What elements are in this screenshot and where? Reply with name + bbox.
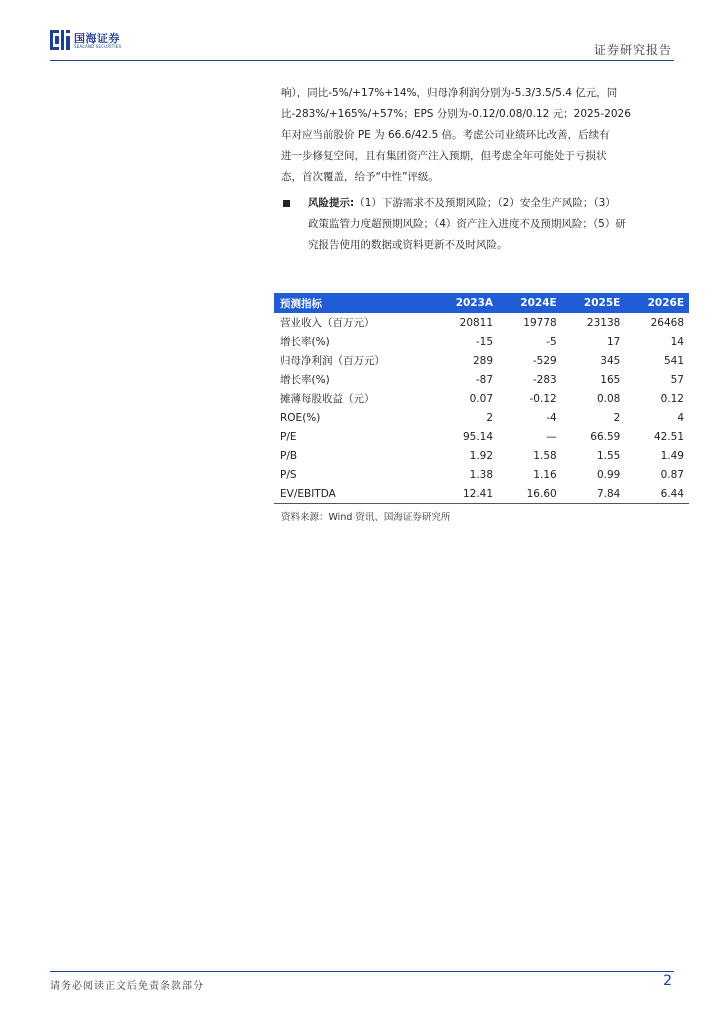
table-cell: 1.16 [533, 468, 557, 481]
table-cell: 2 [486, 411, 494, 424]
logo-name: 国海证券 [74, 32, 120, 45]
row-label: 归母净利润（百万元） [280, 355, 385, 367]
table-cell: 95.14 [462, 430, 494, 443]
table-row [274, 465, 689, 484]
table-row [274, 427, 689, 446]
table-cell: 20811 [459, 316, 494, 329]
table-cell: 26468 [650, 316, 684, 329]
table-cell: -87 [475, 373, 494, 386]
footer-divider [50, 971, 674, 972]
table-cell: 0.12 [660, 392, 684, 405]
table-cell: 345 [600, 354, 621, 367]
table-cell: 1.49 [660, 449, 684, 462]
table-cell: -0.12 [529, 392, 557, 405]
table-cell: 19778 [523, 316, 557, 329]
table-cell: 17 [606, 335, 621, 348]
risk-warning [281, 193, 685, 256]
row-label: ROE(%) [280, 411, 321, 424]
table-cell: 23138 [586, 316, 621, 329]
row-label: P/B [280, 449, 298, 462]
table-header-cell: 2023A [433, 293, 498, 313]
sealand-securities-logo [50, 30, 132, 52]
table-cell: 6.44 [625, 484, 689, 504]
risk-line: 究报告使用的数据或资料更新不及时风险。 [308, 239, 508, 251]
page-number: 2 [663, 973, 672, 989]
table-cell: 4 [677, 411, 684, 424]
table-cell: 42.51 [653, 430, 684, 443]
table-cell: — [546, 430, 557, 443]
table-row [274, 389, 689, 408]
row-label: 增长率(%) [280, 336, 330, 348]
table-cell: -5 [546, 335, 557, 348]
paragraph-line: 年对应当前股价 PE 为 66.6/42.5 倍。考虑公司业绩环比改善，后续有 [281, 129, 610, 141]
row-label: 摊薄每股收益（元） [280, 393, 375, 405]
row-label: P/E [280, 430, 297, 443]
paragraph-line: 比-283%/+165%/+57%；EPS 分别为-0.12/0.08/0.12 元；2025-2026 [281, 108, 631, 120]
table-row [274, 313, 689, 332]
risk-line: 政策监管力度超预期风险；（4）资产注入进度不及预期风险；（5）研 [308, 218, 626, 230]
table-cell: 0.99 [596, 468, 621, 481]
risk-line [281, 193, 685, 214]
table-cell: 2 [613, 411, 621, 424]
paragraph-line: 响），同比-5%/+17%+14%，归母净利润分别为-5.3/3.5/5.4 亿元，同 [281, 87, 618, 99]
logo-english-name: SEALAND SECURITIES [74, 44, 122, 49]
table-cell: -529 [532, 354, 557, 367]
table-body [274, 313, 689, 504]
table-cell: -283 [532, 373, 557, 386]
row-label: 营业收入（百万元） [280, 317, 375, 329]
table-cell: -15 [475, 335, 494, 348]
table-cell: -4 [546, 411, 557, 424]
table-row [274, 351, 689, 370]
logo-mark-icon [50, 30, 70, 50]
table-cell: 289 [473, 354, 494, 367]
table-cell: 165 [600, 373, 621, 386]
table-cell: 1.58 [533, 449, 557, 462]
table-cell: 16.60 [498, 484, 562, 504]
row-label: P/S [280, 468, 297, 481]
row-label: 增长率(%) [280, 374, 330, 386]
table-header-cell: 2025E [562, 293, 626, 313]
row-label: EV/EBITDA [274, 484, 433, 504]
risk-title: 风险提示: [308, 197, 355, 209]
table-row [274, 484, 689, 504]
table-header-cell: 2026E [625, 293, 689, 313]
table-cell: 1.92 [469, 449, 494, 462]
table-row [274, 370, 689, 389]
rating-paragraph [281, 83, 685, 188]
table-cell: 0.87 [660, 468, 684, 481]
table-cell: 57 [670, 373, 684, 386]
table-cell: 1.38 [469, 468, 494, 481]
footer-disclaimer: 请务必阅读正文后免责条款部分 [50, 981, 204, 992]
table-header-cell: 2024E [498, 293, 562, 313]
paragraph-line: 态，首次覆盖，给予“中性”评级。 [281, 171, 439, 183]
paragraph-line: 进一步修复空间，且有集团资产注入预期，但考虑全年可能处于亏损状 [281, 150, 607, 162]
table-header-cell: 预测指标 [274, 293, 433, 313]
table-cell: 0.07 [469, 392, 494, 405]
report-type-label: 证券研究报告 [593, 43, 672, 57]
table-cell: 541 [663, 354, 684, 367]
table-row [274, 332, 689, 351]
table-cell: 1.55 [596, 449, 621, 462]
risk-text: （1）下游需求不及预期风险；（2）安全生产风险；（3） [354, 197, 616, 209]
table-cell: 0.08 [596, 392, 621, 405]
table-header-row [274, 293, 689, 313]
table-row [274, 408, 689, 427]
table-cell: 12.41 [433, 484, 498, 504]
table-cell: 14 [670, 335, 684, 348]
table-cell: 66.59 [590, 430, 621, 443]
forecast-table [274, 293, 689, 504]
table-row [274, 446, 689, 465]
table-cell: 7.84 [562, 484, 626, 504]
header-divider [50, 60, 674, 61]
table-source-note: 资料来源：Wind 资讯、国海证券研究所 [281, 512, 451, 523]
page-header [0, 0, 724, 62]
